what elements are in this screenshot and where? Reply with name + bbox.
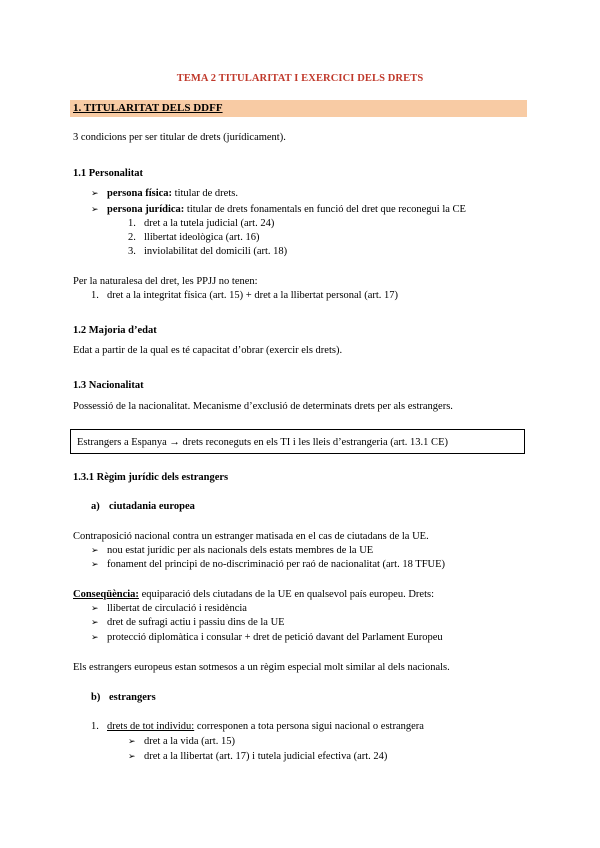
arrow-bullet-icon: ➢: [91, 189, 99, 199]
bullet-item: [128, 750, 387, 764]
arrow-bullet-icon: ➢: [91, 205, 99, 215]
list-item: 1. dret a la tutela judicial (art. 24): [128, 218, 275, 229]
drets-text: corresponen a tota persona sigui nacional o estrangera: [194, 721, 424, 732]
list-item: 3. inviolabilitat del domicili (art. 18): [128, 246, 288, 257]
arrow-bullet-icon: ➢: [91, 560, 99, 570]
arrow-bullet-icon: ➢: [128, 737, 136, 747]
arrow-bullet-icon: ➢: [128, 752, 136, 762]
subsection-1-1-heading: 1.1 Personalitat: [73, 168, 143, 179]
bullet-text: dret de sufragi actiu i passiu dins de la UE: [107, 617, 285, 628]
list-item-text: dret a la integritat física (art. 15) + dret a la llibertat personal (art. 17): [107, 290, 399, 301]
subsection-1-2-heading: 1.2 Majoria d’edat: [73, 325, 157, 336]
bullet-item: [91, 544, 373, 558]
item-b-heading: [91, 691, 156, 704]
bullet-item: [91, 558, 445, 572]
bullet-item: [91, 616, 285, 630]
contraposicio-text: Contraposició nacional contra un estranger matisada en el cas de ciutadans de la UE.: [73, 531, 429, 542]
bullet-text: dret a la llibertat (art. 17) i tutela judicial efectiva (art. 24): [144, 751, 388, 762]
bullet-text: nou estat jurídic per als nacionals dels estats membres de la UE: [107, 545, 374, 556]
item-title: estrangers: [109, 692, 156, 703]
consequencia-text: equiparació dels ciutadans de la UE en qualsevol país europeu. Drets:: [138, 589, 435, 600]
bullet-persona-fisica: [91, 187, 238, 201]
document-title: TEMA 2 TITULARITAT I EXERCICI DELS DRETS: [176, 73, 424, 84]
nature-line: Per la naturalesa del dret, les PPJJ no tenen:: [73, 276, 258, 287]
section-1-intro: 3 condicions per ser titular de drets (jurídicament).: [73, 132, 286, 143]
arrow-bullet-icon: ➢: [91, 633, 99, 643]
list-item-text: dret a la tutela judicial (art. 24): [144, 218, 275, 229]
consequencia-label: Conseqüència:: [73, 589, 139, 600]
item-label: a): [91, 501, 100, 512]
bullet-text: protecció diplomàtica i consular + dret de petició davant del Parlament Europeu: [107, 632, 443, 643]
subsection-1-3-text: Possessió de la nacionalitat. Mecanisme d’exclusió de determinats drets per als estrangers.: [73, 401, 453, 412]
subsection-1-3-heading: 1.3 Nacionalitat: [73, 380, 144, 391]
arrow-bullet-icon: ➢: [91, 618, 99, 628]
europeus-text: Els estrangers europeus estan sotmesos a un règim especial molt similar al dels nacionals.: [73, 662, 450, 673]
item-title: ciutadania europea: [109, 501, 195, 512]
bullet-text: llibertat de circulació i residència: [107, 603, 247, 614]
bullet-text: fonament del principi de no-discriminació per raó de nacionalitat (art. 18 TFUE): [107, 559, 446, 570]
subsection-1-2-text: Edat a partir de la qual es té capacitat d’obrar (exercir els drets).: [73, 345, 343, 356]
list-number: 1.: [91, 721, 99, 732]
consequencia-line: [73, 588, 434, 601]
list-item: 2. llibertat ideològica (art. 16): [128, 232, 260, 243]
bullet-bold-label: persona física:: [107, 188, 173, 199]
bullet-item: [91, 602, 247, 616]
bullet-bold-label: persona jurídica:: [107, 204, 185, 215]
nature-item: 1. dret a la integritat física (art. 15) + dret a la llibertat personal (art. 17): [91, 290, 399, 301]
bullet-item: [91, 631, 443, 645]
arrow-bullet-icon: ➢: [91, 546, 99, 556]
bullet-text: titular de drets.: [172, 188, 238, 199]
item-label: b): [91, 692, 101, 703]
drets-line: [91, 720, 424, 733]
bullet-text: titular de drets fonamentals en funció del dret que reconegui la CE: [184, 204, 466, 215]
drets-label: drets de tot individu:: [107, 721, 195, 732]
section-1-heading: 1. TITULARITAT DELS DDFF: [73, 102, 223, 114]
list-item-text: llibertat ideològica (art. 16): [144, 232, 260, 243]
bullet-persona-juridica: [91, 203, 466, 217]
bullet-text: dret a la vida (art. 15): [144, 736, 235, 747]
item-a-heading: [91, 500, 195, 513]
subsection-1-3-1-heading: 1.3.1 Règim jurídic dels estrangers: [73, 472, 229, 483]
arrow-bullet-icon: ➢: [91, 604, 99, 614]
list-item-text: inviolabilitat del domicili (art. 18): [144, 246, 288, 257]
bullet-item: [128, 735, 235, 749]
highlight-box-text: Estrangers a Espanya → drets reconeguts en els TI i les lleis d’estrangeria (art. 13.1 CE): [77, 437, 448, 448]
